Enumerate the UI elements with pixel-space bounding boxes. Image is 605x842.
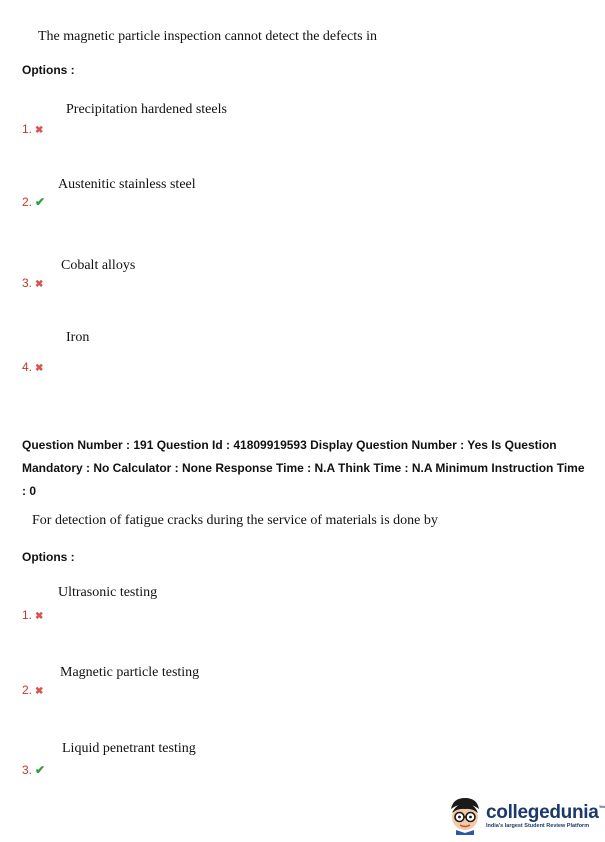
- cross-icon: ✖: [35, 125, 44, 136]
- option-number: 3.: [22, 276, 33, 290]
- q2-option-3-label: [22, 761, 45, 779]
- cross-icon: ✖: [35, 686, 44, 697]
- q1-option-4-text: Iron: [66, 330, 90, 345]
- q1-option-2-text: Austenitic stainless steel: [58, 177, 196, 192]
- q1-option-1-label: [22, 120, 43, 138]
- collegedunia-logo[interactable]: [447, 795, 605, 835]
- option-number: 3.: [22, 763, 33, 777]
- q1-option-3-label: [22, 274, 43, 292]
- checkmark-icon: ✔: [35, 195, 46, 209]
- option-number: 4.: [22, 360, 33, 374]
- q1-option-2-label: [22, 193, 45, 211]
- logo-wordmark: collegedunia™: [486, 801, 605, 823]
- logo-tagline: India's largest Student Review Platform: [486, 822, 590, 829]
- q1-option-1-text: Precipitation hardened steels: [66, 102, 227, 117]
- checkmark-icon: ✔: [35, 763, 46, 777]
- option-number: 2.: [22, 683, 33, 697]
- cross-icon: ✖: [35, 279, 44, 290]
- question-1-text: The magnetic particle inspection cannot detect the defects in: [38, 29, 377, 44]
- q2-option-1-text: Ultrasonic testing: [58, 585, 158, 600]
- option-number: 2.: [22, 195, 33, 209]
- option-number: 1.: [22, 122, 33, 136]
- question-2-meta: Question Number : 191 Question Id : 41809919593 Display Question Number : Yes Is Question Mandatory : No Calculator : None Response Time : N.A Think Time : N.A Minimum Instruction Time : 0: [22, 438, 585, 498]
- q2-option-2-label: [22, 681, 43, 699]
- q2-option-3-text: Liquid penetrant testing: [62, 741, 196, 756]
- cross-icon: ✖: [35, 611, 44, 622]
- mascot-icon: [447, 795, 483, 835]
- options-label-2: Options :: [22, 550, 75, 564]
- cross-icon: ✖: [35, 363, 44, 374]
- option-number: 1.: [22, 608, 33, 622]
- q1-option-4-label: [22, 358, 43, 376]
- q1-option-3-text: Cobalt alloys: [61, 258, 136, 273]
- question-2-text: For detection of fatigue cracks during the service of materials is done by: [32, 513, 438, 528]
- options-label-1: Options :: [22, 63, 75, 77]
- q2-option-2-text: Magnetic particle testing: [60, 665, 200, 680]
- q2-option-1-label: [22, 606, 43, 624]
